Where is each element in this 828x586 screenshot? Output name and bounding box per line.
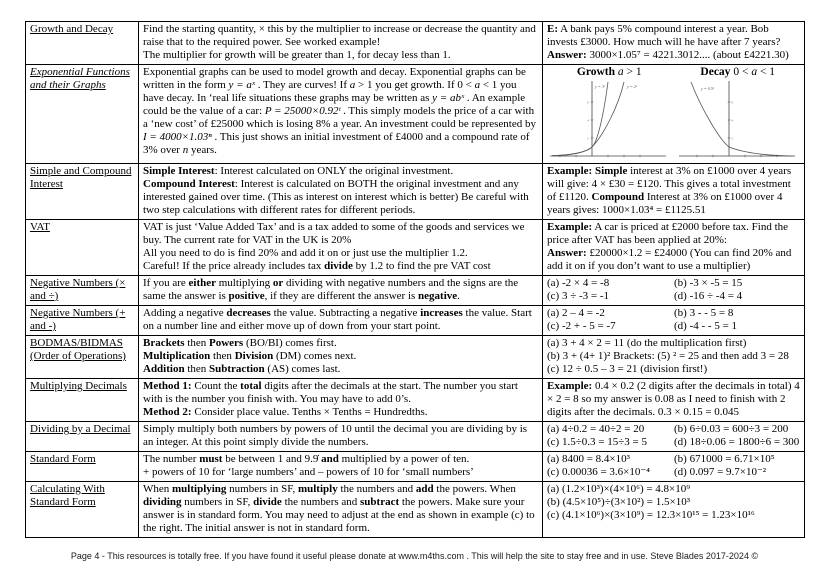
topic-label (30, 221, 134, 234)
row-negative-numbers-add-subtract (26, 306, 805, 336)
text-run: (b) 3 + (4+ 1)² Brackets: (5) ² = 25 and then add 3 = 28 (547, 350, 789, 362)
text-line (143, 483, 538, 535)
explanation-cell-dividing-by-a-decimal (139, 422, 543, 452)
text-run: (d) 18÷0.06 = 1800÷6 = 300 (674, 436, 800, 448)
text-line (143, 260, 538, 273)
text-run: multiplying (216, 277, 273, 289)
row-exponential-functions (26, 65, 805, 164)
text-line (547, 483, 800, 496)
text-run: multiplying (172, 483, 227, 495)
page-footer-text: Page 4 - This resources is totally free. If you have found it useful please donate at www.m4ths.com . This will help the site to stay free and in use. Steve Blades 2017-2024 © (70, 551, 759, 561)
text-run: All you need to do is find 20% and add it on or just use the multiplier 1.2. (143, 247, 468, 259)
text-run: multiplied by a power of ten. (338, 453, 470, 465)
explanation-cell-multiplying-decimals (139, 379, 543, 422)
text-line (547, 380, 800, 419)
row-bodmas-bidmas (26, 336, 805, 379)
text-line (143, 247, 538, 260)
text-run: , if they are different the answer is (264, 290, 419, 302)
text-run: Standard Form (30, 453, 96, 465)
growth-curve1-label: y = 3ˣ (595, 84, 606, 89)
text-line (143, 406, 538, 419)
growth-graph-plot (546, 79, 672, 163)
text-run: Brackets (143, 337, 185, 349)
text-line (143, 66, 538, 157)
text-run: Example: Simple (547, 165, 628, 177)
text-line (547, 277, 800, 290)
row-standard-form (26, 452, 805, 482)
topic-label (30, 423, 134, 436)
text-run: a (474, 79, 481, 91)
text-line (143, 165, 538, 178)
text-run: then (210, 350, 235, 362)
text-run: Method 1: (143, 380, 192, 392)
text-line (547, 221, 800, 247)
explanation-cell-negative-numbers-add-subtract (139, 306, 543, 336)
text-run: dividing with negative numbers and the signs are the same the answer is (143, 277, 519, 302)
text-line (143, 49, 538, 62)
text-run: (b) (4.5×10⁵)÷(3×10²) = 1.5×10³ (547, 496, 691, 508)
text-line (547, 466, 800, 479)
text-run: A car is priced at £2000 before tax. Find the price after VAT has been applied at 20%: (547, 221, 789, 246)
text-run: numbers in SF, (181, 496, 254, 508)
text-run: 3000×1.05⁷ = 4221.3012.... (about £4221.30) (586, 49, 789, 61)
text-run: years. (188, 144, 217, 156)
topic-cell-negative-numbers-multiply-divide (26, 276, 139, 306)
growth-curve2-label: y = 2ˣ (627, 84, 638, 89)
topic-cell-vat (26, 220, 139, 276)
explanation-cell-vat (139, 220, 543, 276)
text-run: Consider place value. Tenths × Tenths = Hundredths. (191, 406, 428, 418)
explanation-cell-negative-numbers-multiply-divide (139, 276, 543, 306)
explanation-cell-standard-form (139, 452, 543, 482)
text-run: (a) 4÷0.2 = 40÷2 = 20 (547, 423, 645, 435)
text-run: or (272, 277, 284, 289)
text-run: When (143, 483, 173, 495)
text-run: Example: (547, 221, 593, 233)
text-run: a (349, 79, 356, 91)
example-cell-bodmas-bidmas (543, 336, 805, 379)
text-run: Dividing by a Decimal (30, 423, 131, 435)
text-run: numbers in SF, (226, 483, 298, 495)
text-run: either (188, 277, 216, 289)
svg-text:6: 6 (587, 100, 589, 105)
revision-table-body (26, 22, 805, 538)
explanation-cell-simple-compound-interest (139, 164, 543, 220)
text-run: (c) -2 + - 5 = -7 (547, 320, 616, 332)
text-line (547, 290, 800, 303)
text-run: multiply (297, 483, 338, 495)
topic-cell-standard-form (26, 452, 139, 482)
text-run: Exponential graphs can be used to model growth and decay. Exponential graphs can be written in the form (143, 66, 526, 91)
row-vat (26, 220, 805, 276)
text-run: Powers (209, 337, 244, 349)
text-run: The multiplier for growth will be greater than 1, for decay less than 1. (143, 49, 451, 61)
topic-cell-negative-numbers-add-subtract (26, 306, 139, 336)
text-run: (b) -3 × -5 = 15 (674, 277, 743, 289)
text-line (547, 49, 800, 62)
topic-label (30, 483, 134, 509)
text-run: a (751, 66, 758, 78)
text-run: Addition (143, 363, 185, 375)
svg-text:4: 4 (587, 118, 589, 123)
text-run: (a) -2 × 4 = -8 (547, 277, 610, 289)
decay-curve-label: y = 0.5ˣ (700, 86, 714, 91)
text-run: (BO/BI) comes first. (243, 337, 337, 349)
text-run: digits after the decimals at the start. The number you start with is the number you finish with. You may have to add 0’s. (143, 380, 518, 405)
text-run: Find the starting quantity, × this by the multiplier to increase or decrease the quantity and raise that to the required power. See worked example! (143, 23, 536, 48)
text-run: (b) 671000 = 6.71×10⁵ (674, 453, 775, 465)
text-run: < 1 you have decay. In ‘real life situations these graphs may be written as (143, 79, 517, 104)
example-cell-dividing-by-a-decimal (543, 422, 805, 452)
text-run: Division (234, 350, 274, 362)
text-line (547, 423, 800, 436)
text-run: and (321, 453, 339, 465)
text-run: (AS) comes last. (264, 363, 341, 375)
svg-text:6: 6 (731, 100, 733, 105)
text-run: BODMAS/BIDMAS (Order of Operations) (30, 337, 126, 362)
text-line (547, 247, 800, 273)
text-run: the powers. Make sure your answer is in standard form. You may need to adjust at the end as shown in example (c) to the right. The initial answer is not in standard form. (143, 496, 535, 534)
text-run: VAT is just ‘Value Added Tax’ and is a tax added to some of the goods and services we buy. The current rate for VAT in the UK is 20% (143, 221, 525, 246)
text-line (143, 380, 538, 406)
text-run: Answer: (547, 247, 587, 259)
text-run: Answer: (547, 49, 587, 61)
text-run: Method 2: (143, 406, 192, 418)
topic-cell-dividing-by-a-decimal (26, 422, 139, 452)
example-cell-growth-and-decay (543, 22, 805, 65)
text-line (547, 165, 800, 217)
text-run: £20000×1.2 = £24000 (You can find 20% and add it on if you don’t want to use a multiplier) (547, 247, 792, 272)
text-run: + powers of 10 for ‘large numbers’ and – powers of 10 for ‘small numbers’ (143, 466, 474, 478)
decay-graph (674, 66, 803, 163)
text-run: subtract (360, 496, 400, 508)
text-line (547, 320, 800, 333)
text-run: then (184, 363, 210, 375)
example-cell-negative-numbers-multiply-divide (543, 276, 805, 306)
explanation-cell-bodmas-bidmas (139, 336, 543, 379)
text-run: interest at 3% on £1000 over 4 years will give: 4 × £30 = £120. This gives a total investment of £1120. (547, 165, 792, 203)
topic-label (30, 380, 134, 393)
text-line (547, 453, 800, 466)
topic-label (30, 307, 134, 333)
text-run: (b) 3 - - 5 = 8 (674, 307, 734, 319)
text-run: negative (418, 290, 458, 302)
text-run: (c) 3 ÷ -3 = -1 (547, 290, 610, 302)
topic-label (30, 277, 134, 303)
text-run: Careful! If the price already includes tax (143, 260, 325, 272)
text-run: n (182, 144, 189, 156)
growth-curve-3x (552, 82, 608, 156)
text-line (143, 466, 538, 479)
text-run: (DM) comes next. (273, 350, 357, 362)
text-run: (d) 0.097 = 9.7×10⁻² (674, 466, 767, 478)
text-line (143, 307, 538, 333)
text-line (143, 23, 538, 49)
example-cell-simple-compound-interest (543, 164, 805, 220)
text-run: 0 < (733, 66, 752, 78)
text-run: be between 1 and 9.9̇ (222, 453, 322, 465)
example-cell-standard-form (543, 452, 805, 482)
text-run: (a) 8400 = 8.4×10³ (547, 453, 630, 465)
svg-text:2: 2 (587, 136, 589, 141)
topic-label (30, 337, 134, 363)
explanation-cell-growth-and-decay (139, 22, 543, 65)
text-line (547, 350, 800, 363)
text-run: : Interest is calculated on BOTH the original investment and any interested gained over time. (This as interest on interest which is better) Be careful with two step calculations with different rates for different periods. (143, 178, 529, 216)
text-line (143, 453, 538, 466)
text-run: (b) 6÷0.03 = 600÷3 = 200 (674, 423, 789, 435)
growth-graph-title (545, 66, 674, 79)
text-run: Multiplying Decimals (30, 380, 127, 392)
topic-cell-multiplying-decimals (26, 379, 139, 422)
text-run: the value. Start on a number line and either move up of down from your start point. (143, 307, 532, 332)
text-line (143, 423, 538, 449)
text-line (547, 509, 800, 522)
row-calculating-with-standard-form (26, 482, 805, 538)
text-run: A bank pays 5% compound interest a year. Bob invests £3000. How much will he have after 7 years? (547, 23, 781, 48)
text-run: (c) 0.00036 = 3.6×10⁻⁴ (547, 466, 651, 478)
topic-label (30, 23, 134, 36)
decay-graph-plot (675, 79, 801, 163)
text-run: Growth and Decay (30, 23, 114, 35)
topic-cell-exponential-functions (26, 65, 139, 164)
svg-text:2: 2 (731, 136, 733, 141)
exponential-graphs-panel (545, 66, 802, 163)
text-run: (c) (4.1×10⁶)×(3×10⁹) = 12.3×10¹⁵ = 1.23×10¹⁶ (547, 509, 755, 521)
example-cell-exponential-functions (543, 65, 805, 164)
text-run: the numbers and (281, 496, 361, 508)
explanation-cell-calculating-with-standard-form (139, 482, 543, 538)
text-run: Simple and Compound Interest (30, 165, 132, 190)
text-run: Negative Numbers (+ and -) (30, 307, 126, 332)
decay-graph-title (674, 66, 803, 79)
text-run: Compound (591, 191, 645, 203)
text-run: y = aˣ (228, 79, 255, 91)
text-run: Adding a negative (143, 307, 227, 319)
text-run: the powers. When (433, 483, 516, 495)
text-run: a (617, 66, 624, 78)
text-run: VAT (30, 221, 50, 233)
topic-cell-growth-and-decay (26, 22, 139, 65)
text-run: Count the (191, 380, 241, 392)
text-run: positive (228, 290, 265, 302)
text-run: y = abˣ (432, 92, 465, 104)
text-run: total (240, 380, 262, 392)
row-simple-compound-interest (26, 164, 805, 220)
text-line (547, 307, 800, 320)
text-line (547, 363, 800, 376)
text-run: If you are (143, 277, 189, 289)
text-run: E: (547, 23, 558, 35)
text-run: . An example could be the value of a car: (143, 92, 526, 117)
text-run: (a) 2 – 4 = -2 (547, 307, 605, 319)
text-run: the numbers and (337, 483, 416, 495)
topic-label (30, 66, 134, 92)
text-run: (c) 1.5÷0.3 = 15÷3 = 5 (547, 436, 647, 448)
topic-cell-bodmas-bidmas (26, 336, 139, 379)
text-line (143, 363, 538, 376)
text-run: Example: (547, 380, 593, 392)
text-run: dividing (143, 496, 182, 508)
text-run: . (457, 290, 460, 302)
row-multiplying-decimals (26, 379, 805, 422)
text-run: Decay (700, 66, 734, 78)
text-run: The number (143, 453, 200, 465)
text-run: (a) (1.2×10³)×(4×10⁶) = 4.8×10⁹ (547, 483, 691, 495)
example-cell-vat (543, 220, 805, 276)
example-cell-negative-numbers-add-subtract (543, 306, 805, 336)
text-line (143, 178, 538, 217)
text-run: > 1 (623, 66, 642, 78)
text-run: (a) 3 + 4 × 2 = 11 (do the multiplication first) (547, 337, 747, 349)
topic-cell-simple-compound-interest (26, 164, 139, 220)
text-run: Subtraction (209, 363, 265, 375)
text-run: Compound Interest (143, 178, 235, 190)
text-line (547, 436, 800, 449)
text-run: Exponential Functions and their Graphs (30, 66, 130, 91)
text-run: by 1.2 to find the pre VAT cost (352, 260, 491, 272)
text-run: increases (420, 307, 463, 319)
text-run: (c) 12 ÷ 0.5 – 3 = 21 (division first!) (547, 363, 708, 375)
text-run: Interest at 3% on £1000 over 4 years gives: 1000×1.03⁴ = £1125.51 (547, 191, 783, 216)
text-run: 0.4 × 0.2 (2 digits after the decimals in total) 4 × 2 = 8 so my answer is 0.08 as I need to finish with 2 digits after the decimals. 0.3 × 0.15 = 0.045 (547, 380, 800, 418)
topic-label (30, 165, 134, 191)
text-run: the value. Subtracting a negative (270, 307, 421, 319)
revision-table (25, 21, 805, 538)
topic-label (30, 453, 134, 466)
text-run: Simple Interest (143, 165, 215, 177)
text-run: (d) -4 - - 5 = 1 (674, 320, 738, 332)
text-line (143, 221, 538, 247)
row-negative-numbers-multiply-divide (26, 276, 805, 306)
text-run: then (184, 337, 209, 349)
explanation-cell-exponential-functions (139, 65, 543, 164)
text-run: I = 4000×1.03ⁿ (143, 131, 212, 143)
text-line (143, 277, 538, 303)
text-run: Simply multiply both numbers by powers of 10 until the decimal you are dividing by is an integer. At this point simply divide the numbers. (143, 423, 528, 448)
topic-cell-calculating-with-standard-form (26, 482, 139, 538)
text-line (143, 337, 538, 350)
text-run: decreases (226, 307, 271, 319)
text-run: Negative Numbers (× and ÷) (30, 277, 126, 302)
text-run: divide (253, 496, 282, 508)
text-run: < 1 (757, 66, 776, 78)
text-run: . This just shows an initial investment of £4000 and a compound rate of 3% over (143, 131, 530, 156)
text-line (547, 337, 800, 350)
text-run: (d) -16 ÷ -4 = 4 (674, 290, 743, 302)
text-run: P = 25000×0.92ᵗ (264, 105, 341, 117)
text-run: > 1 you get growth. If 0 < (355, 79, 475, 91)
text-line (547, 23, 800, 49)
text-run: . They are curves! If (254, 79, 350, 91)
text-line (143, 350, 538, 363)
row-growth-and-decay (26, 22, 805, 65)
text-run: must (199, 453, 223, 465)
example-cell-multiplying-decimals (543, 379, 805, 422)
text-run: . This simply models the price of a car with a ‘new cost’ of £25000 which is losing 8% a year. An investment could be represented by (143, 105, 536, 130)
text-run: Multiplication (143, 350, 211, 362)
decay-curve (691, 82, 793, 156)
svg-text:4: 4 (731, 118, 733, 123)
text-run: Calculating With Standard Form (30, 483, 105, 508)
row-dividing-by-a-decimal (26, 422, 805, 452)
text-run: Growth (576, 66, 618, 78)
text-run: : Interest calculated on ONLY the original investment. (214, 165, 454, 177)
text-run: add (415, 483, 434, 495)
growth-graph (545, 66, 674, 163)
text-run: divide (324, 260, 353, 272)
example-cell-calculating-with-standard-form (543, 482, 805, 538)
text-line (547, 496, 800, 509)
